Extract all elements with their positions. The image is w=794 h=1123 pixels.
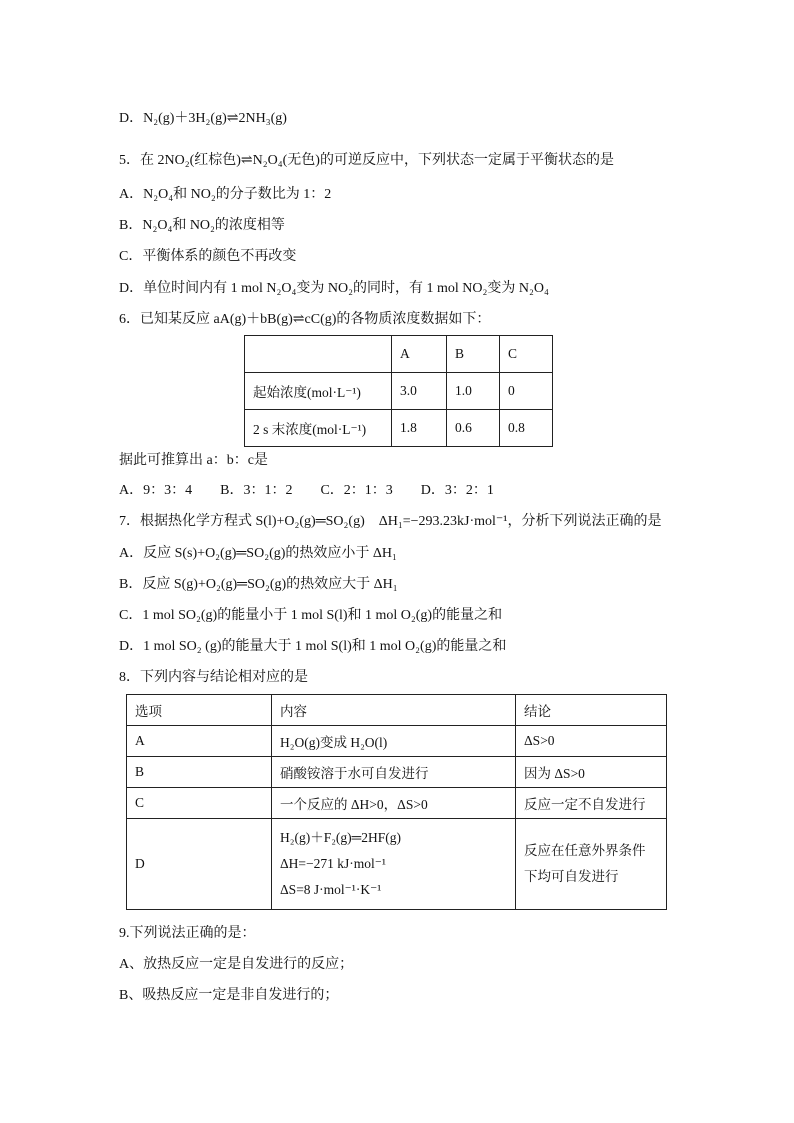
table-cell: 选项	[127, 695, 272, 726]
question-6-stem: 6．已知某反应 aA(g)＋bB(g)⇌cC(g)的各物质浓度数据如下：	[119, 312, 491, 327]
question-7-option-b: B．反应 S(g)+O₂(g)═SO₂(g)的热效应大于 ΔH₁	[119, 577, 398, 592]
table-row	[245, 373, 553, 410]
table-row	[127, 819, 667, 910]
table-cell: 1.0	[447, 373, 500, 410]
question-6-prompt: 据此可推算出 a：b：c是	[119, 453, 268, 468]
table-cell: 1.8	[392, 410, 447, 447]
table-cell: H₂O(g)变成 H₂O(l)	[272, 726, 516, 757]
question-7-stem: 7．根据热化学方程式 S(l)+O₂(g)═SO₂(g) ΔH₁=−293.23kJ·mol⁻¹，分析下列说法正确的是	[119, 514, 662, 529]
question-5-option-a: A．N₂O₄和 NO₂的分子数比为 1：2	[119, 187, 332, 202]
entropy-text: ΔS=8 J·mol⁻¹·K⁻¹	[280, 882, 382, 897]
table-cell: 0.6	[447, 410, 500, 447]
table-cell: 3.0	[392, 373, 447, 410]
table-cell	[245, 336, 392, 373]
table-cell	[272, 819, 516, 910]
question-7-option-c: C．1 mol SO₂(g)的能量小于 1 mol S(l)和 1 mol O₂(g)的能量之和	[119, 608, 503, 623]
table-cell: B	[127, 757, 272, 788]
equation-text: H₂(g)＋F₂(g)═2HF(g)	[280, 830, 401, 845]
table-cell: 2 s 末浓度(mol·L⁻¹)	[245, 410, 392, 447]
question-5-option-d: D．单位时间内有 1 mol N₂O₄变为 NO₂的同时，有 1 mol NO₂变为 N₂O₄	[119, 281, 549, 296]
question-9-option-a: A、放热反应一定是自发进行的反应；	[119, 957, 354, 972]
enthalpy-text: ΔH=−271 kJ·mol⁻¹	[280, 856, 386, 871]
table-cell: C	[127, 788, 272, 819]
question-4-option-d: D．N₂(g)＋3H₂(g)⇌2NH₃(g)	[119, 111, 287, 126]
conclusion-text: 下均可自发进行	[524, 869, 619, 884]
question-6-options: A．9：3：4 B．3：1：2 C．2：1：3 D．3：2：1	[119, 483, 494, 498]
table-cell: A	[392, 336, 447, 373]
table-row	[127, 757, 667, 788]
table-row	[245, 336, 553, 373]
table-cell: 0	[500, 373, 553, 410]
table-row	[127, 695, 667, 726]
question-5-stem: 5．在 2NO₂(红棕色)⇌N₂O₄(无色)的可逆反应中，下列状态一定属于平衡状态的是	[119, 153, 614, 168]
conclusion-text: 反应在任意外界条件	[524, 843, 646, 858]
table-cell: 硝酸铵溶于水可自发进行	[272, 757, 516, 788]
table-cell: ΔS>0	[516, 726, 667, 757]
table-row	[127, 726, 667, 757]
question-7-option-a: A．反应 S(s)+O₂(g)═SO₂(g)的热效应小于 ΔH₁	[119, 546, 397, 561]
question-8-stem: 8．下列内容与结论相对应的是	[119, 670, 308, 685]
table-cell: C	[500, 336, 553, 373]
table-cell: 起始浓度(mol·L⁻¹)	[245, 373, 392, 410]
question-5-option-c: C．平衡体系的颜色不再改变	[119, 249, 297, 264]
question-5-option-b: B．N₂O₄和 NO₂的浓度相等	[119, 218, 285, 233]
table-cell: 因为 ΔS>0	[516, 757, 667, 788]
table-row	[245, 410, 553, 447]
table-cell: 一个反应的 ΔH>0，ΔS>0	[272, 788, 516, 819]
question-9-stem: 9.下列说法正确的是：	[119, 926, 256, 941]
table-cell: B	[447, 336, 500, 373]
table-cell: 反应一定不自发进行	[516, 788, 667, 819]
concentration-table	[244, 335, 553, 447]
entropy-table	[126, 694, 667, 910]
question-9-option-b: B、吸热反应一定是非自发进行的；	[119, 988, 339, 1003]
table-cell: 内容	[272, 695, 516, 726]
table-cell: 结论	[516, 695, 667, 726]
table-cell: A	[127, 726, 272, 757]
table-cell: D	[127, 819, 272, 910]
question-7-option-d: D．1 mol SO₂ (g)的能量大于 1 mol S(l)和 1 mol O₂(g)的能量之和	[119, 639, 507, 654]
table-row	[127, 788, 667, 819]
table-cell	[516, 819, 667, 910]
table-cell: 0.8	[500, 410, 553, 447]
